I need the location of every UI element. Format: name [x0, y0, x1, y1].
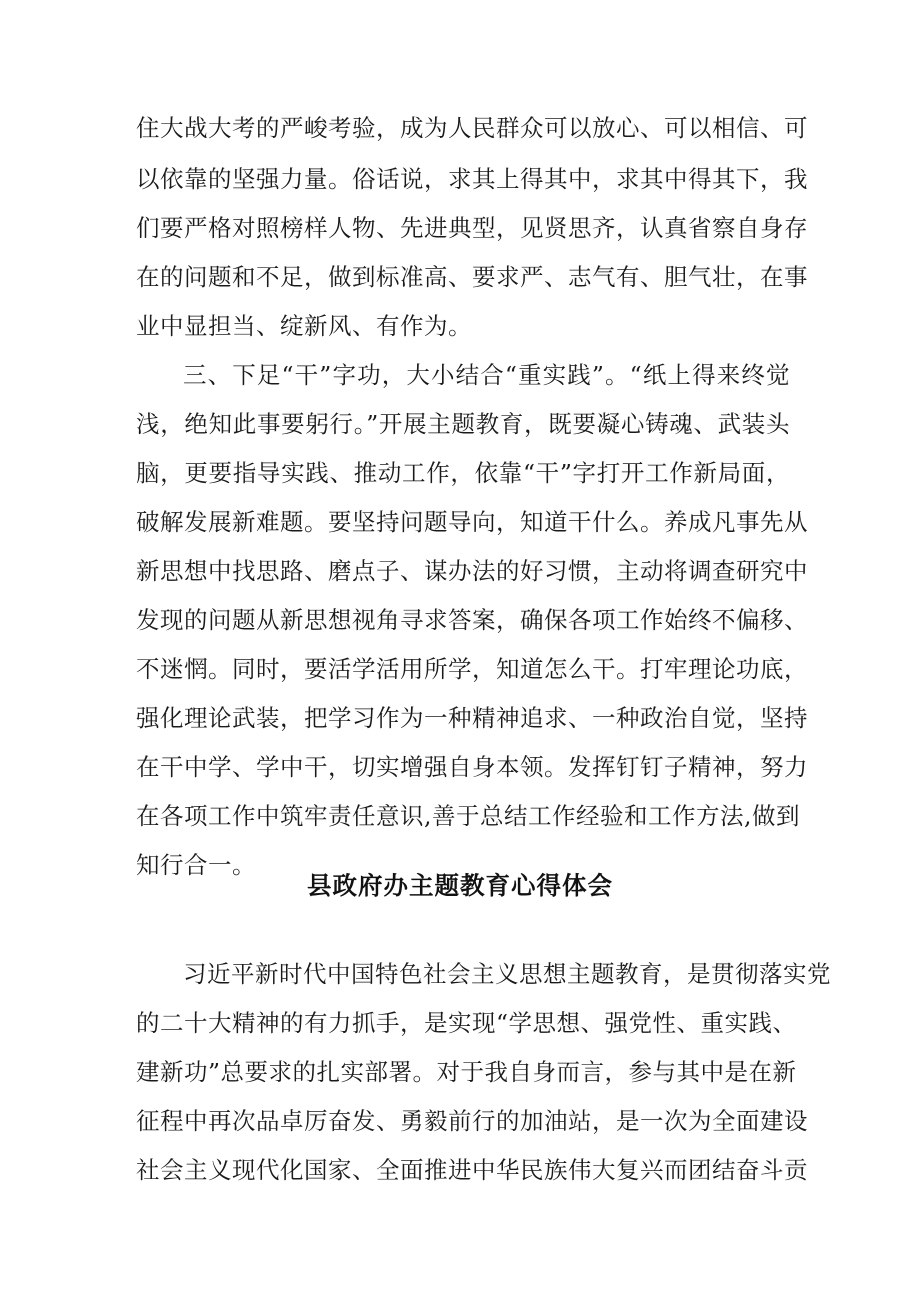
- text-line: 建新功”总要求的扎实部署。对于我自身而言，参与其中是在新: [136, 1058, 797, 1086]
- text-line: 征程中再次品卓厉奋发、勇毅前行的加油站，是一次为全面建设: [136, 1107, 808, 1135]
- text-line: 知行合一。: [136, 851, 256, 879]
- text-line: 社会主义现代化国家、全面推进中华民族伟大复兴而团结奋斗贡: [136, 1156, 808, 1184]
- text-line: 不迷惘。同时，要活学活用所学，知道怎么干。打牢理论功底，: [136, 655, 808, 683]
- text-line: 发现的问题从新思想视角寻求答案，确保各项工作始终不偏移、: [136, 606, 808, 634]
- text-line: 脑，更要指导实践、推动工作，依靠“干”字打开工作新局面，: [136, 459, 790, 487]
- text-line: 们要严格对照榜样人物、先进典型，见贤思齐，认真省察自身存: [136, 214, 808, 242]
- text-line: 在各项工作中筑牢责任意识,善于总结工作经验和工作方法,做到: [136, 802, 800, 830]
- text-line: 强化理论武装，把学习作为一种精神追求、一种政治自觉，坚持: [136, 704, 808, 732]
- text-line: 在的问题和不足，做到标准高、要求严、志气有、胆气壮，在事: [136, 263, 808, 291]
- text-line: 习近平新时代中国特色社会主义思想主题教育，是贯彻落实党: [183, 960, 831, 988]
- text-line: 浅，绝知此事要躬行。”开展主题教育，既要凝心铸魂、武装头: [136, 410, 790, 438]
- text-line: 破解发展新难题。要坚持问题导向，知道干什么。养成凡事先从: [136, 508, 808, 536]
- text-line: 的二十大精神的有力抓手，是实现“学思想、强党性、重实践、: [136, 1009, 797, 1037]
- text-line: 住大战大考的严峻考验，成为人民群众可以放心、可以相信、可: [136, 114, 808, 142]
- text-line: 在干中学、学中干，切实增强自身本领。发挥钉钉子精神，努力: [136, 753, 808, 781]
- text-line: 以依靠的坚强力量。俗话说，求其上得其中，求其中得其下，我: [136, 165, 808, 193]
- text-line: 新思想中找思路、磨点子、谋办法的好习惯，主动将调查研究中: [136, 557, 808, 585]
- text-line: 三、下足“干”字功，大小结合“重实践”。“纸上得来终觉: [183, 361, 790, 389]
- document-title: 县政府办主题教育心得体会: [307, 871, 613, 900]
- text-line: 业中显担当、绽新风、有作为。: [136, 312, 472, 340]
